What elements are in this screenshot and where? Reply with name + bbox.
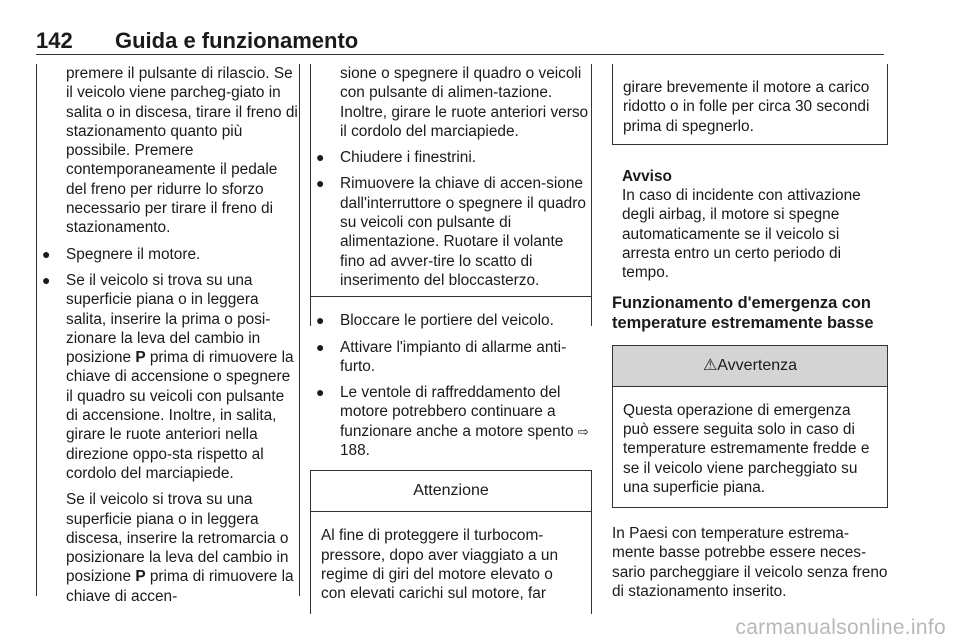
warning-title: Avvertenza xyxy=(717,356,798,374)
warning-header xyxy=(613,346,887,387)
gear-position-p: P xyxy=(135,349,146,367)
page-number: 142 xyxy=(36,28,73,53)
bullet-dot: ● xyxy=(316,149,325,166)
list-item-text: Rimuovere la chiave di accen-sione dall'interruttore o spegnere il quadro su veicoli con pulsante di alimentazione. Ruotare il volante fino ad avver-tire lo scatto di inserimento del bloccasterzo. xyxy=(340,175,586,289)
column-1 xyxy=(36,64,300,606)
bullet-dot: ● xyxy=(42,271,51,288)
column-2 xyxy=(310,64,592,614)
list-item-text: Le ventole di raffreddamento del motore potrebbero continuare a funzionare anche a motore spento xyxy=(340,384,574,440)
caution-text: Al fine di proteggere il turbocom-pressore, dopo aver viaggiato a un regime di giri del motore elevato o con elevati carichi sul motore, far xyxy=(321,527,558,603)
list-item xyxy=(310,148,592,167)
warning-box xyxy=(612,345,888,508)
list-item-text: Spegnere il motore. xyxy=(66,245,201,263)
bullet-dot: ● xyxy=(316,175,325,192)
paragraph xyxy=(36,490,300,606)
caution-text-continued: girare brevemente il motore a carico ridotto o in folle per circa 30 secondi prima di spegnerlo. xyxy=(623,79,870,135)
list-item-text: Bloccare le portiere del veicolo. xyxy=(340,312,554,330)
bullet-dot: ● xyxy=(316,384,325,401)
page-reference[interactable]: 188. xyxy=(340,442,370,460)
list-item-text: Se il veicolo si trova su una superficie piana o in leggera salita, inserire la prima o posi-zionare la leva del cambio in posizione xyxy=(66,271,271,367)
bullet-dot: ● xyxy=(316,312,325,329)
column-3 xyxy=(612,64,888,601)
list-item-text: prima di rimuovere la chiave di accensione o spegnere il quadro su veicoli con pulsante di accensione. Inoltre, in salita, girare le ruote anteriori nella direzione oppo-sta rispetto al cordolo del marciapiede. xyxy=(66,349,294,482)
chapter-title: Guida e funzionamento xyxy=(115,28,359,53)
caution-title: Attenzione xyxy=(311,471,591,512)
section-heading: Funzionamento d'emergenza con temperature estremamente basse xyxy=(612,293,874,332)
box-bottom-rule xyxy=(310,296,592,297)
gear-position-p: P xyxy=(135,568,146,586)
list-item xyxy=(310,311,592,330)
continuation-text: premere il pulsante di rilascio. Se il veicolo viene parcheg-giato in salita o in discesa, tirare il freno di stazionamento quanto più possibile. Premere contemporaneamente il pedale del freno per ridurre lo sforzo necessario per tirare il freno di stazionamento. xyxy=(66,65,298,237)
page-reference-arrow-icon: ⇨ xyxy=(577,423,589,439)
bullet-dot: ● xyxy=(316,338,325,355)
continuation-text: sione o spegnere il quadro o veicoli con pulsante di alimen-tazione. Inoltre, girare le ruote anteriori verso il cordolo del marciapiede. xyxy=(340,65,589,140)
list-item xyxy=(36,245,300,264)
warning-triangle-icon: ⚠ xyxy=(702,356,718,374)
list-item xyxy=(310,338,592,377)
note-block xyxy=(612,167,888,283)
bullet-dot: ● xyxy=(42,245,51,262)
list-item xyxy=(310,174,592,290)
note-text: In caso di incidente con attivazione degli airbag, il motore si spegne automaticamente se il veicolo si arresta entro un certo periodo di tempo. xyxy=(622,187,861,282)
watermark: carmanualsonline.info xyxy=(735,616,946,639)
list-item-text: Attivare l'impianto di allarme anti-furto. xyxy=(340,338,567,375)
list-item-text: Chiudere i finestrini. xyxy=(340,149,477,167)
caution-box xyxy=(310,470,592,613)
caution-box-continued xyxy=(612,64,888,145)
list-item xyxy=(310,383,592,460)
note-title: Avviso xyxy=(622,167,672,185)
body-text: In Paesi con temperature estrema-mente basse potrebbe essere neces-sario parcheggiare il veicolo senza freno di stazionamento inserito. xyxy=(612,525,888,601)
page-header xyxy=(36,24,884,55)
warning-text: Questa operazione di emergenza può essere seguita solo in caso di temperature estremamente fredde e se il veicolo viene parcheggiato su una superficie piana. xyxy=(623,401,870,496)
list-item xyxy=(36,271,300,483)
paragraph-text: Se il veicolo si trova su una superficie piana o in leggera discesa, inserire la retromarcia o posizionare la leva del cambio in posizione xyxy=(66,491,289,586)
paragraph-text: prima di rimuovere la chiave di accen- xyxy=(66,568,294,605)
